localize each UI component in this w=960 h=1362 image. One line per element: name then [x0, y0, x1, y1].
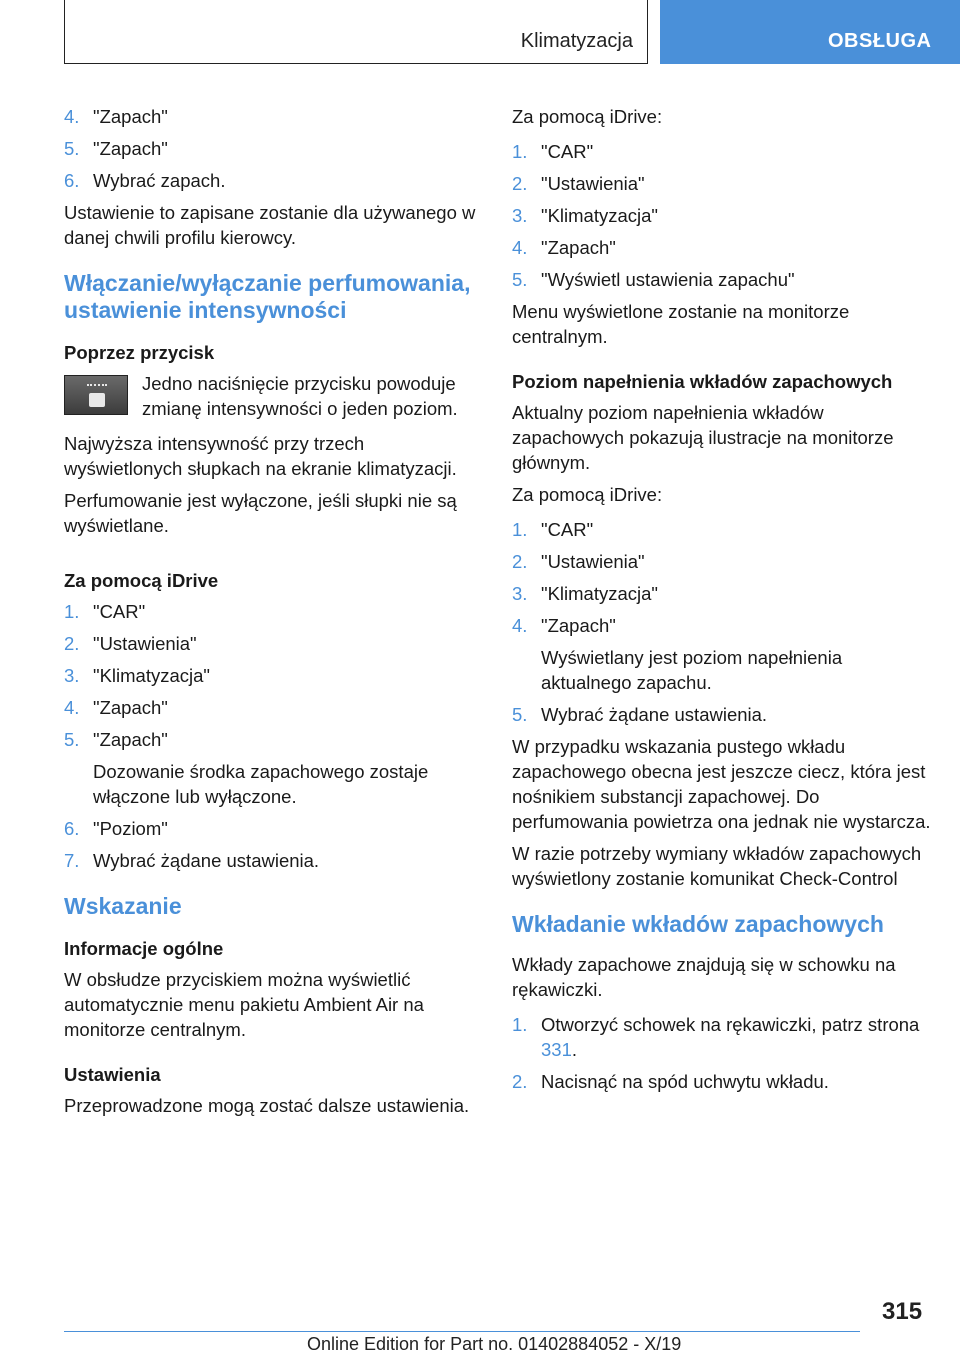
- list-number: 2.: [512, 173, 528, 194]
- list-item: [512, 203, 932, 228]
- list-number: 2.: [64, 633, 80, 654]
- button-text: Jedno naciśnięcie przycisku powoduje zmianę intensywności o jeden poziom.: [142, 373, 458, 419]
- list-number: 4.: [64, 697, 80, 718]
- list-item: [64, 599, 480, 624]
- list-number: 4.: [512, 237, 528, 258]
- footer-text: Online Edition for Part no. 01402884052 - X/19: [307, 1334, 682, 1354]
- list-number: 1.: [64, 601, 80, 622]
- section-tab: [660, 0, 960, 64]
- heading-settings: Ustawienia: [64, 1064, 161, 1085]
- list-item: [64, 663, 480, 688]
- list-b: [512, 517, 932, 638]
- list-text: "Poziom": [93, 818, 168, 839]
- paragraph: Ustawienie to zapisane zostanie dla używanego w danej chwili profilu kierowcy.: [64, 202, 476, 248]
- heading-idrive: Za pomocą iDrive: [64, 570, 219, 591]
- list-item: [512, 702, 932, 727]
- list-number: 1.: [512, 519, 528, 540]
- list-text: "Ustawienia": [541, 173, 645, 194]
- left-column: [64, 104, 480, 1125]
- footer-divider: [64, 1331, 860, 1332]
- list-text: "CAR": [541, 141, 594, 162]
- paragraph: Wkłady zapachowe znajdują się w schowku na rękawiczki.: [512, 954, 896, 1000]
- list-item: 1. Otworzyć schowek na rękawiczki, patrz strona 331.: [512, 1014, 920, 1060]
- list-b2: [64, 816, 480, 873]
- list-item: [512, 1069, 932, 1094]
- list-b: [64, 599, 480, 752]
- list-item: [64, 695, 480, 720]
- list-item: [512, 549, 932, 574]
- list-number: 1.: [512, 141, 528, 162]
- paragraph: Najwyższa intensywność przy trzech wyświetlonych słupkach na ekranie klimatyzacji.: [64, 433, 457, 479]
- button-row: [64, 371, 480, 423]
- heading-perfume: Włączanie/wyłączanie perfumowania, ustawienie intensywności: [64, 270, 471, 323]
- list-a: [64, 104, 480, 193]
- list-b2: [512, 702, 932, 727]
- list-text: "Ustawienia": [541, 551, 645, 572]
- list-note: Dozowanie środka zapachowego zostaje włączone lub wyłączone.: [93, 761, 429, 807]
- header-box: [64, 0, 648, 64]
- section-label: OBSŁUGA: [828, 30, 932, 52]
- list-number: 6.: [64, 818, 80, 839]
- list-text: Nacisnąć na spód uchwytu wkładu.: [541, 1071, 829, 1092]
- list-number: 3.: [64, 665, 80, 686]
- list-number: 2.: [512, 1071, 528, 1092]
- list-item: [512, 235, 932, 260]
- list-text: "Zapach": [93, 106, 168, 127]
- list-item: [64, 104, 480, 129]
- list-text: "Ustawienia": [93, 633, 197, 654]
- list-number: 5.: [64, 138, 80, 159]
- paragraph: W przypadku wskazania pustego wkładu zapachowego obecna jest jeszcze ciecz, która jest nośnikiem substancji zapachowej. Do perfumowania powietrza ona jednak nie wystarcza.: [512, 736, 931, 832]
- list-number: 5.: [512, 704, 528, 725]
- list-text: "Zapach": [541, 615, 616, 636]
- right-column: [512, 104, 932, 1101]
- list-number: 3.: [512, 583, 528, 604]
- list-text: Wybrać żądane ustawienia.: [93, 850, 320, 871]
- list-item: [64, 848, 480, 873]
- paragraph: Za pomocą iDrive:: [512, 106, 663, 127]
- list-item: [512, 613, 932, 638]
- list-text: "Klimatyzacja": [541, 205, 658, 226]
- list-number: 5.: [64, 729, 80, 750]
- list-text: "CAR": [93, 601, 146, 622]
- list-item: [64, 136, 480, 161]
- paragraph: Menu wyświetlone zostanie na monitorze centralnym.: [512, 301, 850, 347]
- list-number: 1.: [512, 1014, 528, 1035]
- paragraph: Przeprowadzone mogą zostać dalsze ustawienia.: [64, 1095, 470, 1116]
- list-text: Wybrać zapach.: [93, 170, 226, 191]
- list-text: "Zapach": [93, 697, 168, 718]
- list-item: [64, 168, 480, 193]
- list-item: [64, 816, 480, 841]
- page-number: 315: [882, 1298, 923, 1325]
- page-link[interactable]: 331: [541, 1039, 572, 1060]
- list-text: "CAR": [541, 519, 594, 540]
- list-number: 6.: [64, 170, 80, 191]
- list-text: "Klimatyzacja": [541, 583, 658, 604]
- list-a: [512, 139, 932, 292]
- paragraph: Za pomocą iDrive:: [512, 484, 663, 505]
- list-number: 5.: [512, 269, 528, 290]
- paragraph: Perfumowanie jest wyłączone, jeśli słupki nie są wyświetlane.: [64, 490, 457, 536]
- list-item: [512, 267, 932, 292]
- list-text: "Zapach": [541, 237, 616, 258]
- list-text: "Zapach": [93, 729, 168, 750]
- list-item: [512, 139, 932, 164]
- list-text: "Klimatyzacja": [93, 665, 210, 686]
- header-title: Klimatyzacja: [520, 30, 633, 52]
- fragrance-button-icon: [64, 375, 128, 415]
- paragraph: W razie potrzeby wymiany wkładów zapachowych wyświetlony zostanie komunikat Check-Control: [512, 843, 922, 889]
- list-item: [64, 631, 480, 656]
- list-number: 4.: [64, 106, 80, 127]
- list-item: [512, 517, 932, 542]
- list-text: "Wyświetl ustawienia zapachu": [541, 269, 795, 290]
- list-text: "Zapach": [93, 138, 168, 159]
- list-number: 2.: [512, 551, 528, 572]
- list-number: 7.: [64, 850, 80, 871]
- list-note: Wyświetlany jest poziom napełnienia aktualnego zapachu.: [541, 647, 843, 693]
- list-text: Wybrać żądane ustawienia.: [541, 704, 768, 725]
- list-number: 4.: [512, 615, 528, 636]
- heading-button: Poprzez przycisk: [64, 342, 215, 363]
- heading-display: Wskazanie: [64, 893, 182, 919]
- heading-insert: Wkładanie wkładów zapachowych: [512, 911, 884, 937]
- heading-level: Poziom napełnienia wkładów zapachowych: [512, 371, 893, 392]
- list-number: 3.: [512, 205, 528, 226]
- list-item: [64, 727, 480, 752]
- list-item: [512, 581, 932, 606]
- list-c2: [512, 1069, 932, 1094]
- list-item: [512, 171, 932, 196]
- paragraph: Aktualny poziom napełnienia wkładów zapachowych pokazują ilustracje na monitorze głównym.: [512, 402, 894, 473]
- paragraph: W obsłudze przyciskiem można wyświetlić automatycznie menu pakietu Ambient Air na monitorze centralnym.: [64, 969, 424, 1040]
- heading-general: Informacje ogólne: [64, 938, 224, 959]
